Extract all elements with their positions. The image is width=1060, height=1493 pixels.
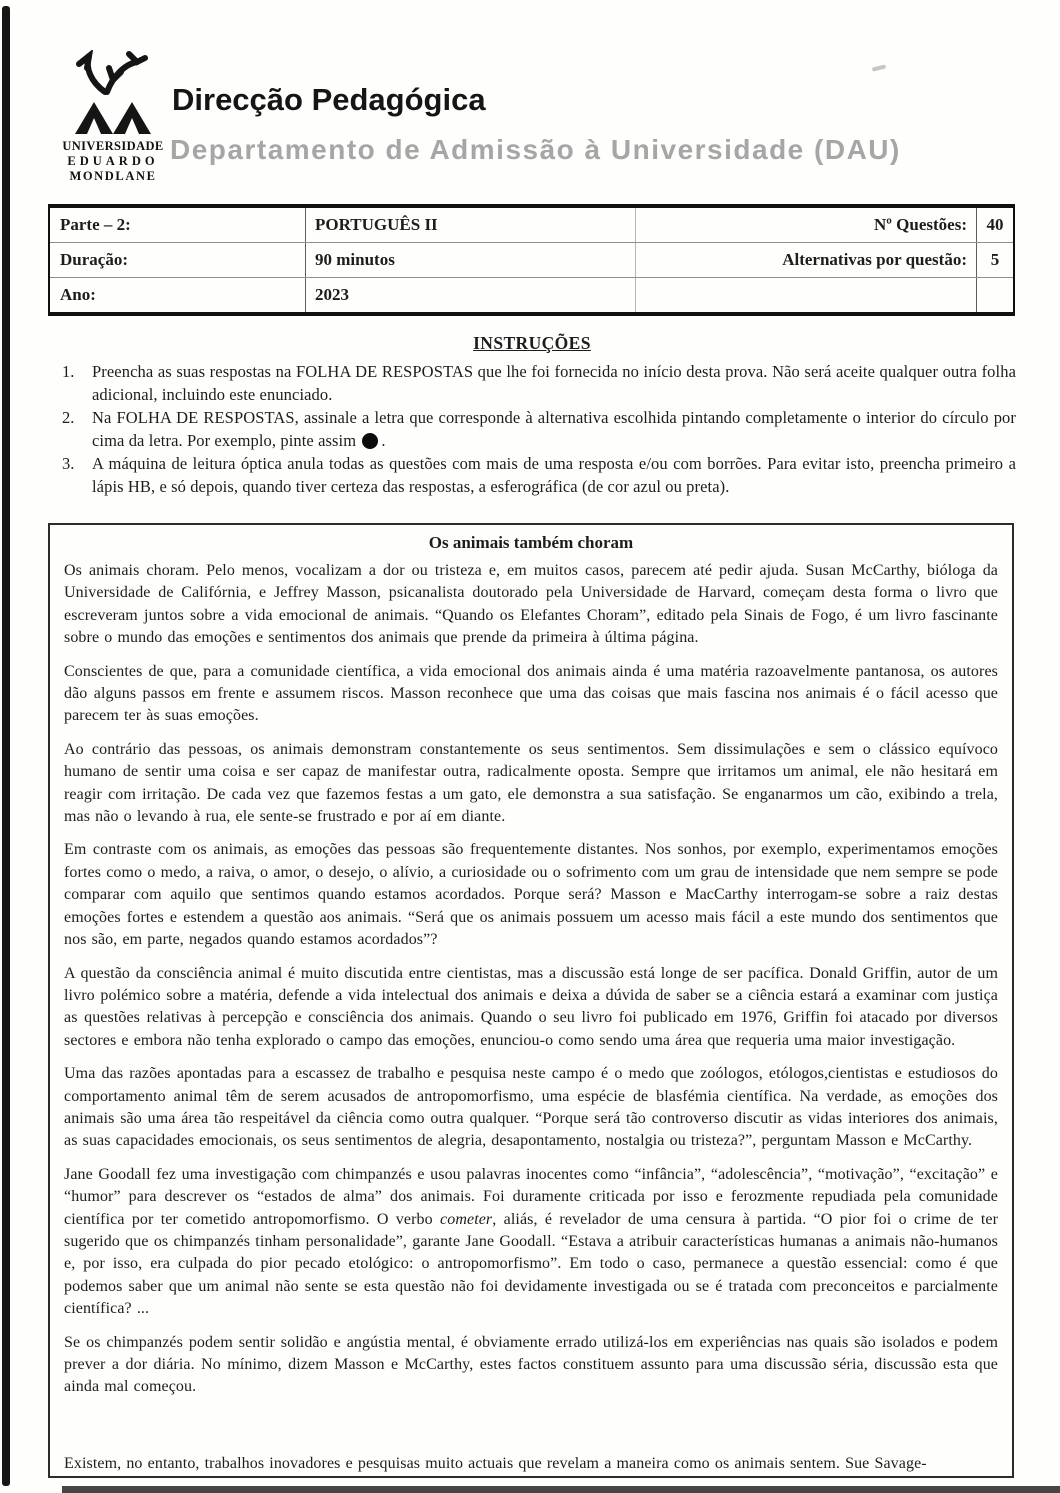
instruction-number: 3. [62, 454, 75, 473]
passage-paragraph-5 [64, 963, 998, 1053]
text-segment: Ao contrário das pessoas, os animais demonstram constantemente os seus sentimentos. Sem dissimulações e sem o clássico equívoco humano de sentir uma coisa e ser capaz de manifestar outra, radicalmente oposta. Sempre que irritamos um animal, ele não hesitará em reagir com irritação. De cada vez que fazemos festas a um gato, ele demonstra a sua satisfação. Se enganarmos um cão, exibindo a trela, mas não o levando à rua, ele sente-se frustrado e por aí em diante. [64, 740, 998, 826]
uem-logo [52, 50, 174, 184]
header-title: Direcção Pedagógica [172, 82, 486, 117]
table-cell-meta-value: 5 [976, 243, 1013, 277]
table-cell-label: Duração: [60, 250, 128, 269]
instructions-list [48, 361, 1016, 498]
table-row-3 [50, 277, 1013, 312]
scan-edge-left [2, 6, 10, 1486]
table-cell-meta-value [976, 278, 1013, 312]
text-segment: Na FOLHA DE RESPOSTAS, assinale a letra que corresponde à alternativa escolhida pintando completamente o interior do círculo por cima da letra. Por exemplo, pinte assim [92, 408, 1016, 450]
university-name [52, 139, 174, 184]
instruction-item-3 [48, 453, 1016, 498]
passage-paragraph-7 [64, 1164, 998, 1321]
passage-paragraph-6 [64, 1063, 998, 1153]
university-name-line: MONDLANE [69, 169, 157, 183]
university-name-line: EDUARDO [67, 154, 159, 168]
text-segment: Preencha as suas respostas na FOLHA DE RESPOSTAS que lhe foi fornecida no início desta prova. Não será aceite qualquer outra folha adicional, incluindo este enunciado. [92, 362, 1016, 404]
table-cell-value: 2023 [305, 278, 635, 312]
text-segment: Se os chimpanzés podem sentir solidão e angústia mental, é obviamente errado utilizá-los em experiências nas quais são isolados e podem prever a dor diária. No mínimo, dizem Masson e McCarthy, estes factos constituem assunto para uma discussão séria, discussão esta que ainda mal começou. [64, 1333, 998, 1396]
table-cell-label: Parte – 2: [60, 215, 131, 234]
header-subtitle: Departamento de Admissão à Universidade (DAU) [170, 134, 901, 165]
text-segment: A máquina de leitura óptica anula todas as questões com mais de uma resposta e/ou com borrões. Para evitar isto, preencha primeiro a lápis HB, e só depois, quando tiver certeza das respostas, a esferográfica (de cor azul ou preta). [92, 454, 1016, 496]
text-segment: Conscientes de que, para a comunidade científica, a vida emocional dos animais ainda é uma matéria razoavelmente pantanosa, os autores dão alguns passos em frente e assumem riscos. Masson reconhece que uma das coisas que mais fascina nos animais é o fácil acesso que parecem ter às suas emoções. [64, 662, 998, 725]
text-segment: . [381, 430, 386, 450]
text-segment: Uma das razões apontadas para a escassez de trabalho e pesquisa neste campo é o medo que zoólogos, etólogos,cientistas e estudiosos do comportamento animal têm de serem acusados de antropomorfismo, uma espécie de blasfémia científica. Na verdade, as emoções dos animais são uma área tão respeitável da ciência como outra qualquer. “Porque será tão controverso discutir as vidas interiores dos animais, as suas capacidades emocionais, os seus sentimentos de alegria, desapontamento, nostalgia ou tristeza?”, perguntam Masson e McCarthy. [64, 1065, 998, 1150]
passage-paragraph-2 [64, 661, 998, 728]
passage-paragraph-9 [64, 1453, 998, 1475]
table-cell-value: 90 minutos [305, 243, 635, 277]
instruction-item-1 [48, 361, 1016, 406]
university-emblem-icon [67, 50, 159, 136]
table-cell-value: PORTUGUÊS II [305, 208, 635, 242]
exam-info-table [48, 204, 1015, 316]
table-cell-meta-label [635, 278, 976, 312]
passage-paragraph-3 [64, 739, 998, 829]
instruction-number: 2. [62, 408, 75, 427]
passage-paragraph-1 [64, 560, 998, 650]
passage-box [48, 523, 1014, 1478]
scan-speck [872, 64, 887, 71]
text-segment: Os animais choram. Pelo menos, vocalizam a dor ou tristeza e, em muitos casos, parecem até pedir ajuda. Susan McCarthy, bióloga da Universidade de Califórnia, e Jeffrey Masson, psicanalista doutorado pela Universidade de Harvard, começam desta forma o livro que escreveram juntos sobre a vida emocional de animais. “Quando os Elefantes Choram”, editado pela Sinais de Fogo, é um livro fascinante sobre o mundo das emoções e sentimentos dos animais que prende da primeira à última página. [64, 562, 998, 647]
text-segment: Em contraste com os animais, as emoções das pessoas são frequentemente distantes. Nos sonhos, por exemplo, experimentamos emoções fortes como o medo, a raiva, o amor, o desejo, o alívio, a curiosidade ou o sofrimento com um grau de intensidade que nem sempre se pode comparar com aquilo que sentimos quando estamos acordados. Porque será? Masson e MacCarthy interrogam-se sobre a raiz destas emoções fortes e estendem a questão aos animais. “Será que os animais possuem um acesso mais fácil a este mundo dos sentimentos que nos são, em parte, negados quando estamos acordados”? [64, 841, 998, 949]
table-row-2 [50, 242, 1013, 277]
instruction-text [92, 453, 1016, 498]
instruction-item-2 [48, 407, 1016, 452]
scan-edge-bottom [62, 1486, 1060, 1493]
passage-paragraphs [64, 560, 998, 1399]
university-name-line: UNIVERSIDADE [62, 139, 164, 153]
table-cell-label: Ano: [60, 285, 96, 304]
passage-title: Os animais também choram [428, 533, 634, 552]
instructions-section [48, 333, 1016, 499]
instruction-text [92, 361, 1016, 406]
instruction-number: 1. [62, 362, 75, 381]
text-segment: Jane Goodall fez uma investigação com chimpanzés e usou palavras inocentes como “infância”, “adolescência”, “motivação”, “excitação” e “humor” para descrever os “estados de alma” dos animais. Foi duramente criticada por isso e ferozmente repudiada pela comunidade científica por ter cometido antropomorfismo. O verbo [64, 1165, 998, 1228]
text-segment: Existem, no entanto, trabalhos inovadores e pesquisas muito actuais que revelam a maneira como os animais sentem. Sue Savage- [64, 1454, 927, 1472]
text-segment: A questão da consciência animal é muito discutida entre cientistas, mas a discussão está longe de ser pacífica. Donald Griffin, autor de um livro polémico sobre a matéria, defende a vida intelectual dos animais e deixa a dúvida de saber se a ciência estará a examinar com justiça as questões relativas à percepção e consciência dos animais. Quando o seu livro foi publicado em 1976, Griffin foi atacado por diversos sectores e embora não tenha explorado o campo das emoções, enunciou-o como sendo uma área que requeria uma maior investigação. [64, 964, 998, 1049]
table-cell-meta-value: 40 [976, 208, 1013, 242]
instructions-title: INSTRUÇÕES [473, 333, 591, 353]
instruction-text [92, 407, 1016, 452]
passage-paragraph-8 [64, 1332, 998, 1399]
table-cell-meta-label: Nº Questões: [635, 208, 976, 242]
table-row-1 [50, 208, 1013, 242]
passage-paragraph-4 [64, 839, 998, 951]
text-segment: , aliás, é revelador de uma censura à partida. “O pior foi o crime de ter sugerido que os chimpanzés tinham personalidade”, garante Jane Goodall. “Estava a atribuir características humanas a animais não-humanos e, por isso, era culpada do pior pecado etológico: o antropomorfismo”. Em todo o caso, permanece a questão essencial: como é que podemos saber que um animal não sente se esta questão não foi devidamente investigada ou se é tratada com preconceitos e parcialmente científica? ... [64, 1210, 998, 1318]
italic-text: cometer [440, 1210, 493, 1228]
filled-circle-example-icon [362, 433, 378, 449]
table-cell-meta-label: Alternativas por questão: [635, 243, 976, 277]
